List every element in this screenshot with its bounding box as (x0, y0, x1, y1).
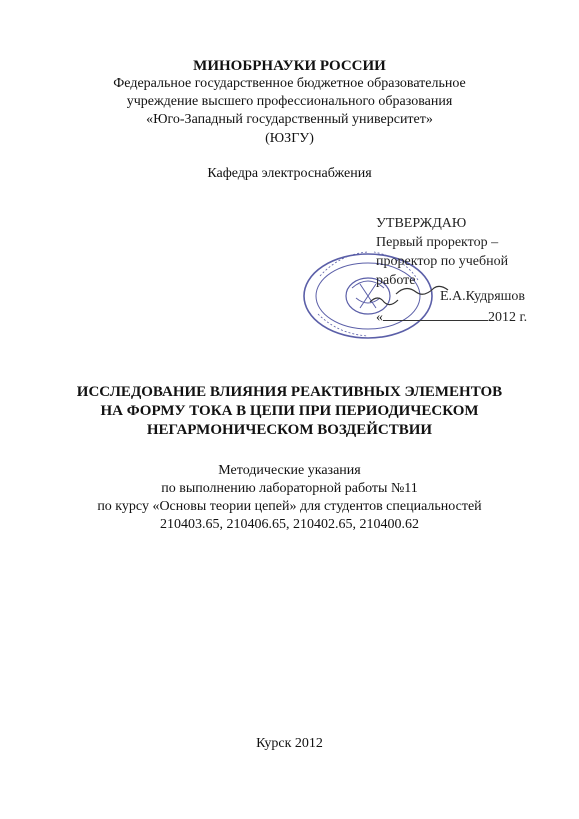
date-blank-line (383, 306, 488, 321)
org-line-1: Федеральное государственное бюджетное образовательное (113, 76, 466, 91)
document-subtitle (0, 462, 579, 534)
department-name: Кафедра электроснабжения (207, 166, 372, 181)
title-line-1: ИССЛЕДОВАНИЕ ВЛИЯНИЯ РЕАКТИВНЫХ ЭЛЕМЕНТОВ (76, 384, 503, 400)
approval-position-line-2: проректор по учебной (376, 254, 509, 269)
approval-heading: УТВЕРЖДАЮ (376, 216, 467, 231)
approval-position-line-1: Первый проректор – (376, 235, 499, 250)
subtitle-line-4: 210403.65, 210406.65, 210402.65, 210400.62 (160, 517, 419, 532)
ministry-name: МИНОБРНАУКИ РОССИИ (193, 58, 386, 74)
approver-name: Е.А.Кудряшов (440, 289, 526, 304)
title-line-2: НА ФОРМУ ТОКА В ЦЕПИ ПРИ ПЕРИОДИЧЕСКОМ (100, 403, 479, 419)
document-title (0, 383, 579, 440)
subtitle-line-3: по курсу «Основы теории цепей» для студентов специальностей (97, 499, 482, 514)
date-prefix: « (376, 310, 383, 325)
org-line-4: (ЮЗГУ) (265, 131, 314, 146)
subtitle-line-1: Методические указания (218, 463, 361, 478)
date-suffix: 2012 г. (488, 310, 528, 325)
approval-position-line-3: работе (376, 273, 416, 288)
city-year: Курск 2012 (256, 736, 323, 751)
title-line-3: НЕГАРМОНИЧЕСКОМ ВОЗДЕЙСТВИИ (146, 422, 433, 438)
org-line-3: «Юго-Западный государственный университет» (146, 112, 433, 127)
org-line-2: учреждение высшего профессионального образования (126, 94, 453, 109)
approval-block (376, 214, 546, 325)
subtitle-line-2: по выполнению лабораторной работы №11 (161, 481, 418, 496)
approval-date (376, 306, 527, 327)
